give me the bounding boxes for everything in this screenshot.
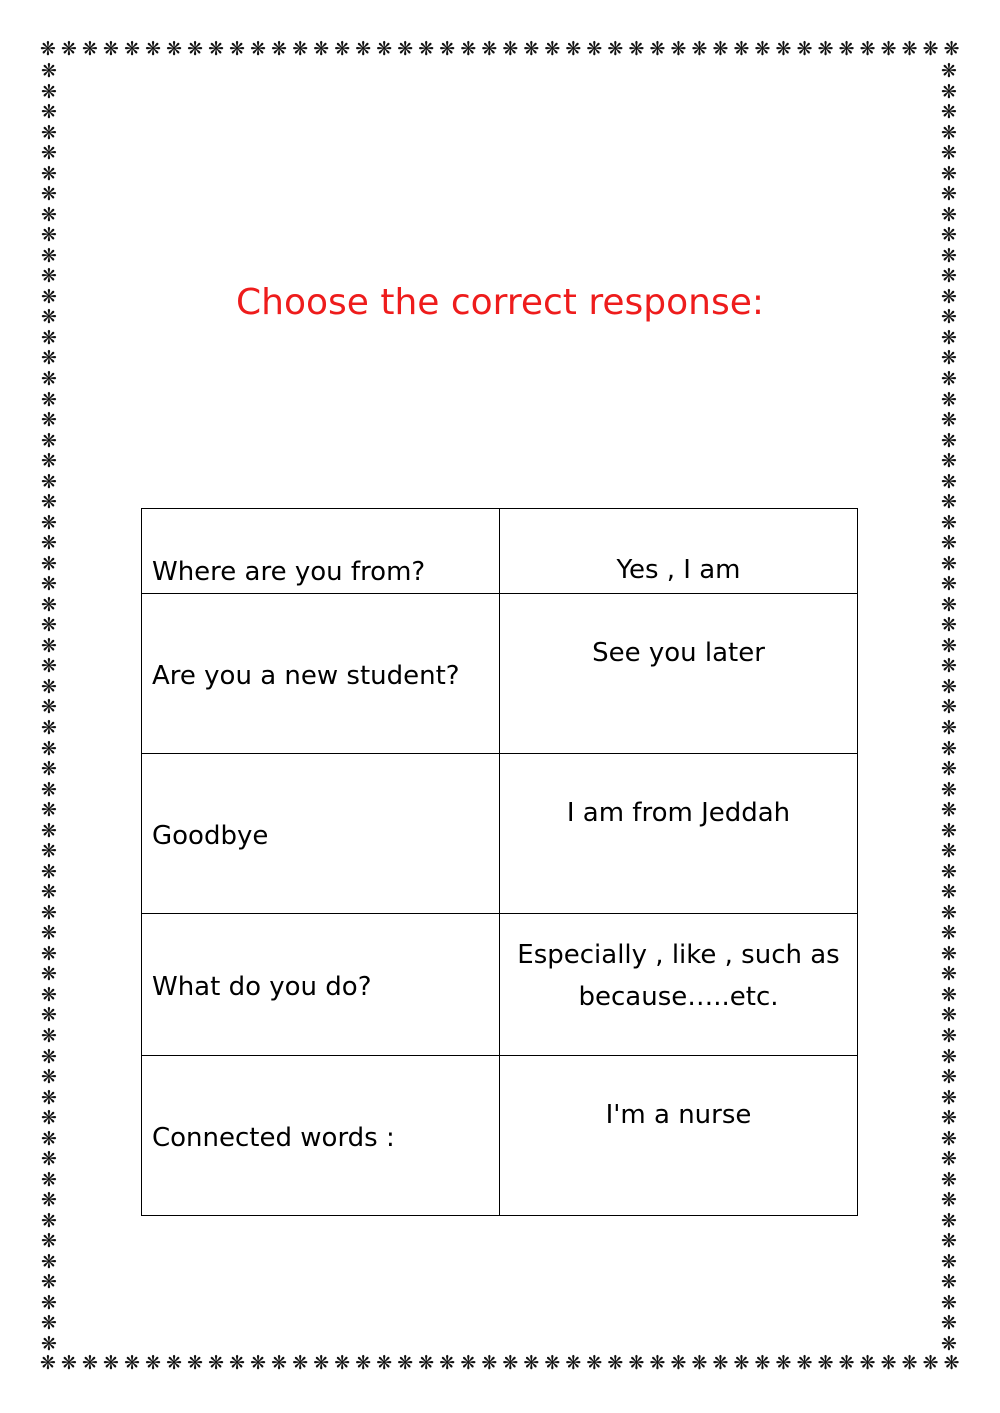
asterisk-star-icon: ❋ [901,38,918,60]
asterisk-star-icon: ❋ [922,1352,939,1374]
asterisk-star-icon: ❋ [901,1352,918,1374]
asterisk-star-icon: ❋ [166,1352,183,1374]
asterisk-star-icon: ❋ [41,983,57,1006]
asterisk-star-icon: ❋ [796,1352,813,1374]
asterisk-star-icon: ❋ [941,203,957,226]
asterisk-star-icon: ❋ [941,675,957,698]
asterisk-star-icon: ❋ [691,38,708,60]
asterisk-star-icon: ❋ [41,758,57,781]
asterisk-star-icon: ❋ [41,367,57,390]
asterisk-star-icon: ❋ [41,409,57,432]
asterisk-star-icon: ❋ [941,409,957,432]
asterisk-star-icon: ❋ [41,347,57,370]
asterisk-star-icon: ❋ [41,552,57,575]
asterisk-star-icon: ❋ [941,1189,957,1212]
asterisk-star-icon: ❋ [941,1066,957,1089]
asterisk-star-icon: ❋ [41,1045,57,1068]
asterisk-star-icon: ❋ [941,101,957,124]
asterisk-star-icon: ❋ [145,1352,161,1374]
asterisk-star-icon: ❋ [941,1127,957,1150]
asterisk-star-icon: ❋ [41,491,57,514]
asterisk-star-icon: ❋ [607,1352,624,1374]
asterisk-star-icon: ❋ [145,38,161,60]
asterisk-star-icon: ❋ [41,675,57,698]
asterisk-star-icon: ❋ [941,573,957,596]
asterisk-star-icon: ❋ [586,38,603,60]
response-cell: I am from Jeddah [500,754,858,914]
asterisk-star-icon: ❋ [41,326,57,349]
asterisk-star-icon: ❋ [817,38,834,60]
asterisk-star-icon: ❋ [41,1250,57,1273]
asterisk-star-icon: ❋ [41,614,57,637]
asterisk-star-icon: ❋ [41,1168,57,1191]
asterisk-star-icon: ❋ [943,38,960,60]
asterisk-star-icon: ❋ [859,38,876,60]
asterisk-star-icon: ❋ [41,265,57,288]
asterisk-star-icon: ❋ [941,1332,957,1354]
asterisk-star-icon: ❋ [941,429,957,452]
asterisk-star-icon: ❋ [41,799,57,822]
asterisk-star-icon: ❋ [670,1352,687,1374]
asterisk-star-icon: ❋ [208,38,225,60]
prompt-cell: Goodbye [142,754,500,914]
asterisk-star-icon: ❋ [41,285,57,308]
asterisk-star-icon: ❋ [41,388,57,411]
asterisk-star-icon: ❋ [41,963,57,986]
asterisk-star-icon: ❋ [941,963,957,986]
response-cell: I'm a nurse [500,1056,858,1216]
asterisk-star-icon: ❋ [941,1107,957,1130]
asterisk-star-icon: ❋ [880,1352,897,1374]
asterisk-star-icon: ❋ [941,326,957,349]
asterisk-star-icon: ❋ [941,552,957,575]
asterisk-star-icon: ❋ [941,1045,957,1068]
asterisk-star-icon: ❋ [41,450,57,473]
asterisk-star-icon: ❋ [941,511,957,534]
asterisk-star-icon: ❋ [941,306,957,329]
asterisk-star-icon: ❋ [271,1352,288,1374]
asterisk-star-icon: ❋ [838,38,855,60]
asterisk-star-icon: ❋ [880,38,897,60]
asterisk-star-icon: ❋ [941,265,957,288]
asterisk-star-icon: ❋ [439,38,456,60]
asterisk-star-icon: ❋ [628,1352,645,1374]
asterisk-star-icon: ❋ [941,634,957,657]
asterisk-star-icon: ❋ [250,1352,267,1374]
asterisk-star-icon: ❋ [292,38,309,60]
asterisk-star-icon: ❋ [124,1352,140,1374]
asterisk-star-icon: ❋ [418,38,435,60]
asterisk-star-icon: ❋ [649,1352,666,1374]
asterisk-star-icon: ❋ [355,1352,372,1374]
asterisk-star-icon: ❋ [922,38,939,60]
asterisk-star-icon: ❋ [941,614,957,637]
asterisk-star-icon: ❋ [838,1352,855,1374]
asterisk-star-icon: ❋ [40,38,56,60]
asterisk-star-icon: ❋ [41,142,57,165]
table-row [142,509,858,594]
asterisk-star-icon: ❋ [82,1352,98,1374]
asterisk-star-icon: ❋ [941,840,957,863]
table-row [142,914,858,1056]
asterisk-star-icon: ❋ [796,38,813,60]
asterisk-star-icon: ❋ [941,532,957,555]
asterisk-star-icon: ❋ [313,38,330,60]
asterisk-star-icon: ❋ [502,1352,519,1374]
asterisk-star-icon: ❋ [376,38,393,60]
asterisk-star-icon: ❋ [187,38,204,60]
asterisk-star-icon: ❋ [941,367,957,390]
asterisk-star-icon: ❋ [733,38,750,60]
asterisk-star-icon: ❋ [41,1148,57,1171]
asterisk-star-icon: ❋ [397,1352,414,1374]
asterisk-star-icon: ❋ [941,121,957,144]
asterisk-star-icon: ❋ [941,717,957,739]
asterisk-star-icon: ❋ [41,532,57,555]
asterisk-star-icon: ❋ [775,38,792,60]
asterisk-star-icon: ❋ [41,121,57,144]
asterisk-star-icon: ❋ [187,1352,204,1374]
asterisk-star-icon: ❋ [941,942,957,965]
asterisk-star-icon: ❋ [41,511,57,534]
asterisk-star-icon: ❋ [941,1230,957,1253]
asterisk-star-icon: ❋ [41,778,57,801]
asterisk-star-icon: ❋ [229,38,246,60]
asterisk-star-icon: ❋ [41,80,57,103]
asterisk-star-icon: ❋ [82,38,98,60]
matching-table [141,508,858,1216]
asterisk-star-icon: ❋ [941,285,957,308]
asterisk-star-icon: ❋ [941,696,957,719]
decorative-border-bottom [40,1352,960,1374]
asterisk-star-icon: ❋ [41,1312,57,1335]
asterisk-star-icon: ❋ [523,38,540,60]
asterisk-star-icon: ❋ [941,388,957,411]
asterisk-star-icon: ❋ [41,942,57,965]
asterisk-star-icon: ❋ [460,38,477,60]
asterisk-star-icon: ❋ [41,1209,57,1232]
asterisk-star-icon: ❋ [418,1352,435,1374]
asterisk-star-icon: ❋ [565,1352,582,1374]
asterisk-star-icon: ❋ [41,634,57,657]
asterisk-star-icon: ❋ [41,62,57,82]
decorative-border-left [38,62,60,1354]
asterisk-star-icon: ❋ [481,38,498,60]
worksheet-title: Choose the correct response: [235,282,764,323]
asterisk-star-icon: ❋ [41,1066,57,1089]
asterisk-star-icon: ❋ [41,306,57,329]
prompt-cell: Connected words : [142,1056,500,1216]
asterisk-star-icon: ❋ [41,922,57,945]
asterisk-star-icon: ❋ [41,819,57,842]
prompt-cell: Are you a new student? [142,594,500,754]
asterisk-star-icon: ❋ [941,62,957,82]
asterisk-star-icon: ❋ [941,162,957,185]
response-cell: See you later [500,594,858,754]
asterisk-star-icon: ❋ [41,1230,57,1253]
asterisk-star-icon: ❋ [941,983,957,1006]
response-cell: Yes , I am [500,509,858,594]
asterisk-star-icon: ❋ [941,922,957,945]
asterisk-star-icon: ❋ [941,1168,957,1191]
asterisk-star-icon: ❋ [775,1352,792,1374]
asterisk-star-icon: ❋ [41,1189,57,1212]
asterisk-star-icon: ❋ [41,203,57,226]
asterisk-star-icon: ❋ [733,1352,750,1374]
asterisk-star-icon: ❋ [941,881,957,904]
asterisk-star-icon: ❋ [41,470,57,493]
asterisk-star-icon: ❋ [941,183,957,206]
table-row [142,1056,858,1216]
asterisk-star-icon: ❋ [712,38,729,60]
asterisk-star-icon: ❋ [397,38,414,60]
asterisk-star-icon: ❋ [628,38,645,60]
asterisk-star-icon: ❋ [40,1352,56,1374]
asterisk-star-icon: ❋ [334,38,351,60]
asterisk-star-icon: ❋ [941,758,957,781]
asterisk-star-icon: ❋ [941,860,957,883]
asterisk-star-icon: ❋ [941,1148,957,1171]
asterisk-star-icon: ❋ [41,1291,57,1314]
asterisk-star-icon: ❋ [941,224,957,247]
asterisk-star-icon: ❋ [941,244,957,267]
asterisk-star-icon: ❋ [941,1312,957,1335]
asterisk-star-icon: ❋ [712,1352,729,1374]
asterisk-star-icon: ❋ [41,1127,57,1150]
asterisk-star-icon: ❋ [41,1271,57,1294]
asterisk-star-icon: ❋ [941,737,957,760]
asterisk-star-icon: ❋ [439,1352,456,1374]
asterisk-star-icon: ❋ [229,1352,246,1374]
asterisk-star-icon: ❋ [754,38,771,60]
asterisk-star-icon: ❋ [41,696,57,719]
asterisk-star-icon: ❋ [41,101,57,124]
asterisk-star-icon: ❋ [859,1352,876,1374]
asterisk-star-icon: ❋ [523,1352,540,1374]
asterisk-star-icon: ❋ [41,881,57,904]
asterisk-star-icon: ❋ [941,901,957,924]
asterisk-star-icon: ❋ [586,1352,603,1374]
asterisk-star-icon: ❋ [941,1004,957,1027]
asterisk-star-icon: ❋ [334,1352,351,1374]
asterisk-star-icon: ❋ [941,593,957,616]
asterisk-star-icon: ❋ [41,1107,57,1130]
decorative-border-top [40,38,960,60]
asterisk-star-icon: ❋ [941,1024,957,1047]
asterisk-star-icon: ❋ [941,450,957,473]
asterisk-star-icon: ❋ [41,1086,57,1109]
table-row [142,754,858,914]
asterisk-star-icon: ❋ [941,1271,957,1294]
asterisk-star-icon: ❋ [41,1332,57,1354]
asterisk-star-icon: ❋ [124,38,140,60]
asterisk-star-icon: ❋ [941,819,957,842]
asterisk-star-icon: ❋ [355,38,372,60]
asterisk-star-icon: ❋ [61,1352,77,1374]
asterisk-star-icon: ❋ [41,224,57,247]
asterisk-star-icon: ❋ [250,38,267,60]
asterisk-star-icon: ❋ [61,38,77,60]
asterisk-star-icon: ❋ [376,1352,393,1374]
asterisk-star-icon: ❋ [41,901,57,924]
asterisk-star-icon: ❋ [544,38,561,60]
asterisk-star-icon: ❋ [41,737,57,760]
asterisk-star-icon: ❋ [943,1352,960,1374]
asterisk-star-icon: ❋ [460,1352,477,1374]
asterisk-star-icon: ❋ [41,655,57,678]
asterisk-star-icon: ❋ [41,840,57,863]
asterisk-star-icon: ❋ [41,860,57,883]
asterisk-star-icon: ❋ [41,573,57,596]
asterisk-star-icon: ❋ [565,38,582,60]
asterisk-star-icon: ❋ [208,1352,225,1374]
asterisk-star-icon: ❋ [941,347,957,370]
asterisk-star-icon: ❋ [313,1352,330,1374]
asterisk-star-icon: ❋ [41,162,57,185]
asterisk-star-icon: ❋ [691,1352,708,1374]
asterisk-star-icon: ❋ [41,429,57,452]
prompt-cell: Where are you from? [142,509,500,594]
response-cell: Especially , like , such as because…..etc. [500,914,858,1056]
table-row [142,594,858,754]
asterisk-star-icon: ❋ [41,183,57,206]
asterisk-star-icon: ❋ [941,1291,957,1314]
asterisk-star-icon: ❋ [502,38,519,60]
asterisk-star-icon: ❋ [544,1352,561,1374]
asterisk-star-icon: ❋ [41,1024,57,1047]
asterisk-star-icon: ❋ [670,38,687,60]
asterisk-star-icon: ❋ [817,1352,834,1374]
asterisk-star-icon: ❋ [941,799,957,822]
asterisk-star-icon: ❋ [481,1352,498,1374]
asterisk-star-icon: ❋ [271,38,288,60]
asterisk-star-icon: ❋ [41,717,57,739]
asterisk-star-icon: ❋ [941,1209,957,1232]
asterisk-star-icon: ❋ [607,38,624,60]
asterisk-star-icon: ❋ [41,593,57,616]
asterisk-star-icon: ❋ [292,1352,309,1374]
asterisk-star-icon: ❋ [941,491,957,514]
asterisk-star-icon: ❋ [941,1086,957,1109]
asterisk-star-icon: ❋ [41,244,57,267]
asterisk-star-icon: ❋ [941,80,957,103]
asterisk-star-icon: ❋ [103,38,119,60]
asterisk-star-icon: ❋ [941,142,957,165]
asterisk-star-icon: ❋ [166,38,183,60]
asterisk-star-icon: ❋ [41,1004,57,1027]
prompt-cell: What do you do? [142,914,500,1056]
asterisk-star-icon: ❋ [941,655,957,678]
asterisk-star-icon: ❋ [941,778,957,801]
asterisk-star-icon: ❋ [103,1352,119,1374]
asterisk-star-icon: ❋ [754,1352,771,1374]
decorative-border-right [938,62,960,1354]
asterisk-star-icon: ❋ [941,470,957,493]
asterisk-star-icon: ❋ [941,1250,957,1273]
asterisk-star-icon: ❋ [649,38,666,60]
